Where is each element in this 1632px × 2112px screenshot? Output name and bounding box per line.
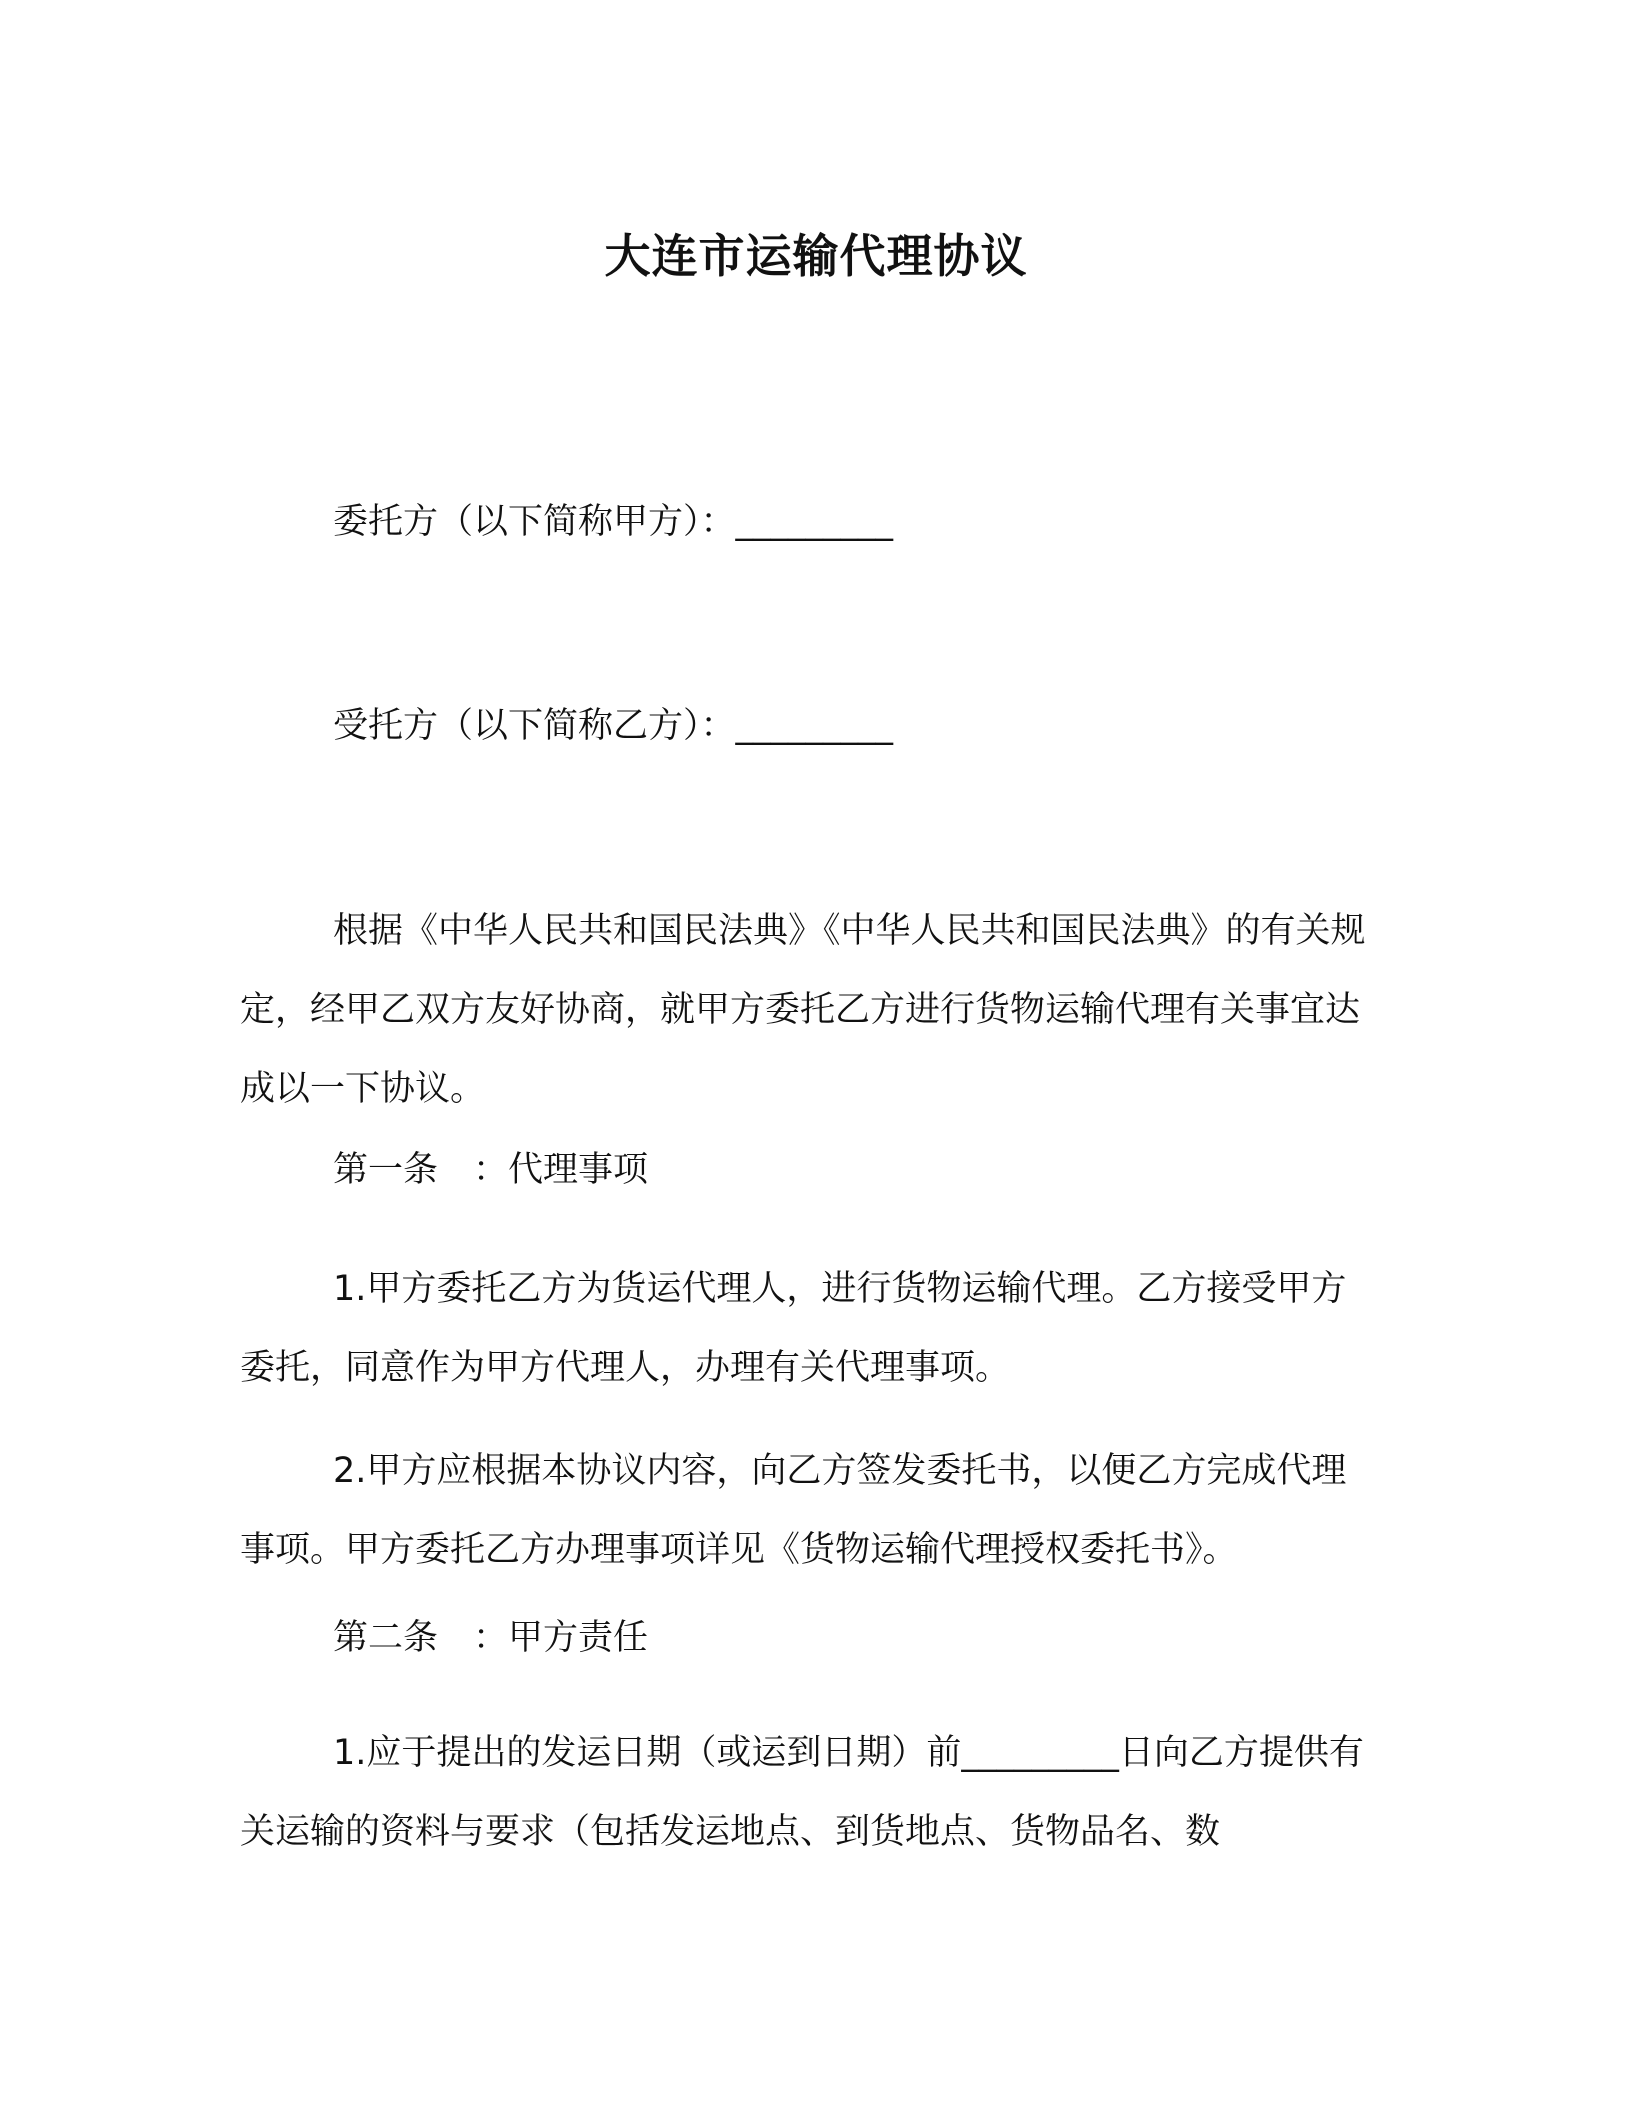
party-b-line: 受托方（以下简称乙方）：_________ (333, 706, 894, 746)
article-2-item-1: 1.应于提出的发运日期（或运到日期）前_________日向乙方提供有关运输的资料与要求（包括发运地点、到货地点、货物品名、数 (240, 1733, 1364, 1852)
document-title: 大连市运输代理协议 (604, 229, 1028, 283)
intro-paragraph: 根据《中华人民共和国民法典》《中华人民共和国民法典》的有关规定，经甲乙双方友好协商，就甲方委托乙方进行货物运输代理有关事宜达成以一下协议。 (240, 911, 1366, 1109)
article-2-heading: 第二条 ：甲方责任 (333, 1618, 649, 1658)
article-1-item-2: 2.甲方应根据本协议内容，向乙方签发委托书，以便乙方完成代理事项。甲方委托乙方办理事项详见《货物运输代理授权委托书》。 (240, 1451, 1347, 1570)
article-1-item-1: 1.甲方委托乙方为货运代理人，进行货物运输代理。乙方接受甲方委托，同意作为甲方代理人，办理有关代理事项。 (240, 1269, 1347, 1388)
party-a-line: 委托方（以下简称甲方）：_________ (333, 502, 894, 542)
article-1-heading: 第一条 ：代理事项 (333, 1150, 649, 1190)
